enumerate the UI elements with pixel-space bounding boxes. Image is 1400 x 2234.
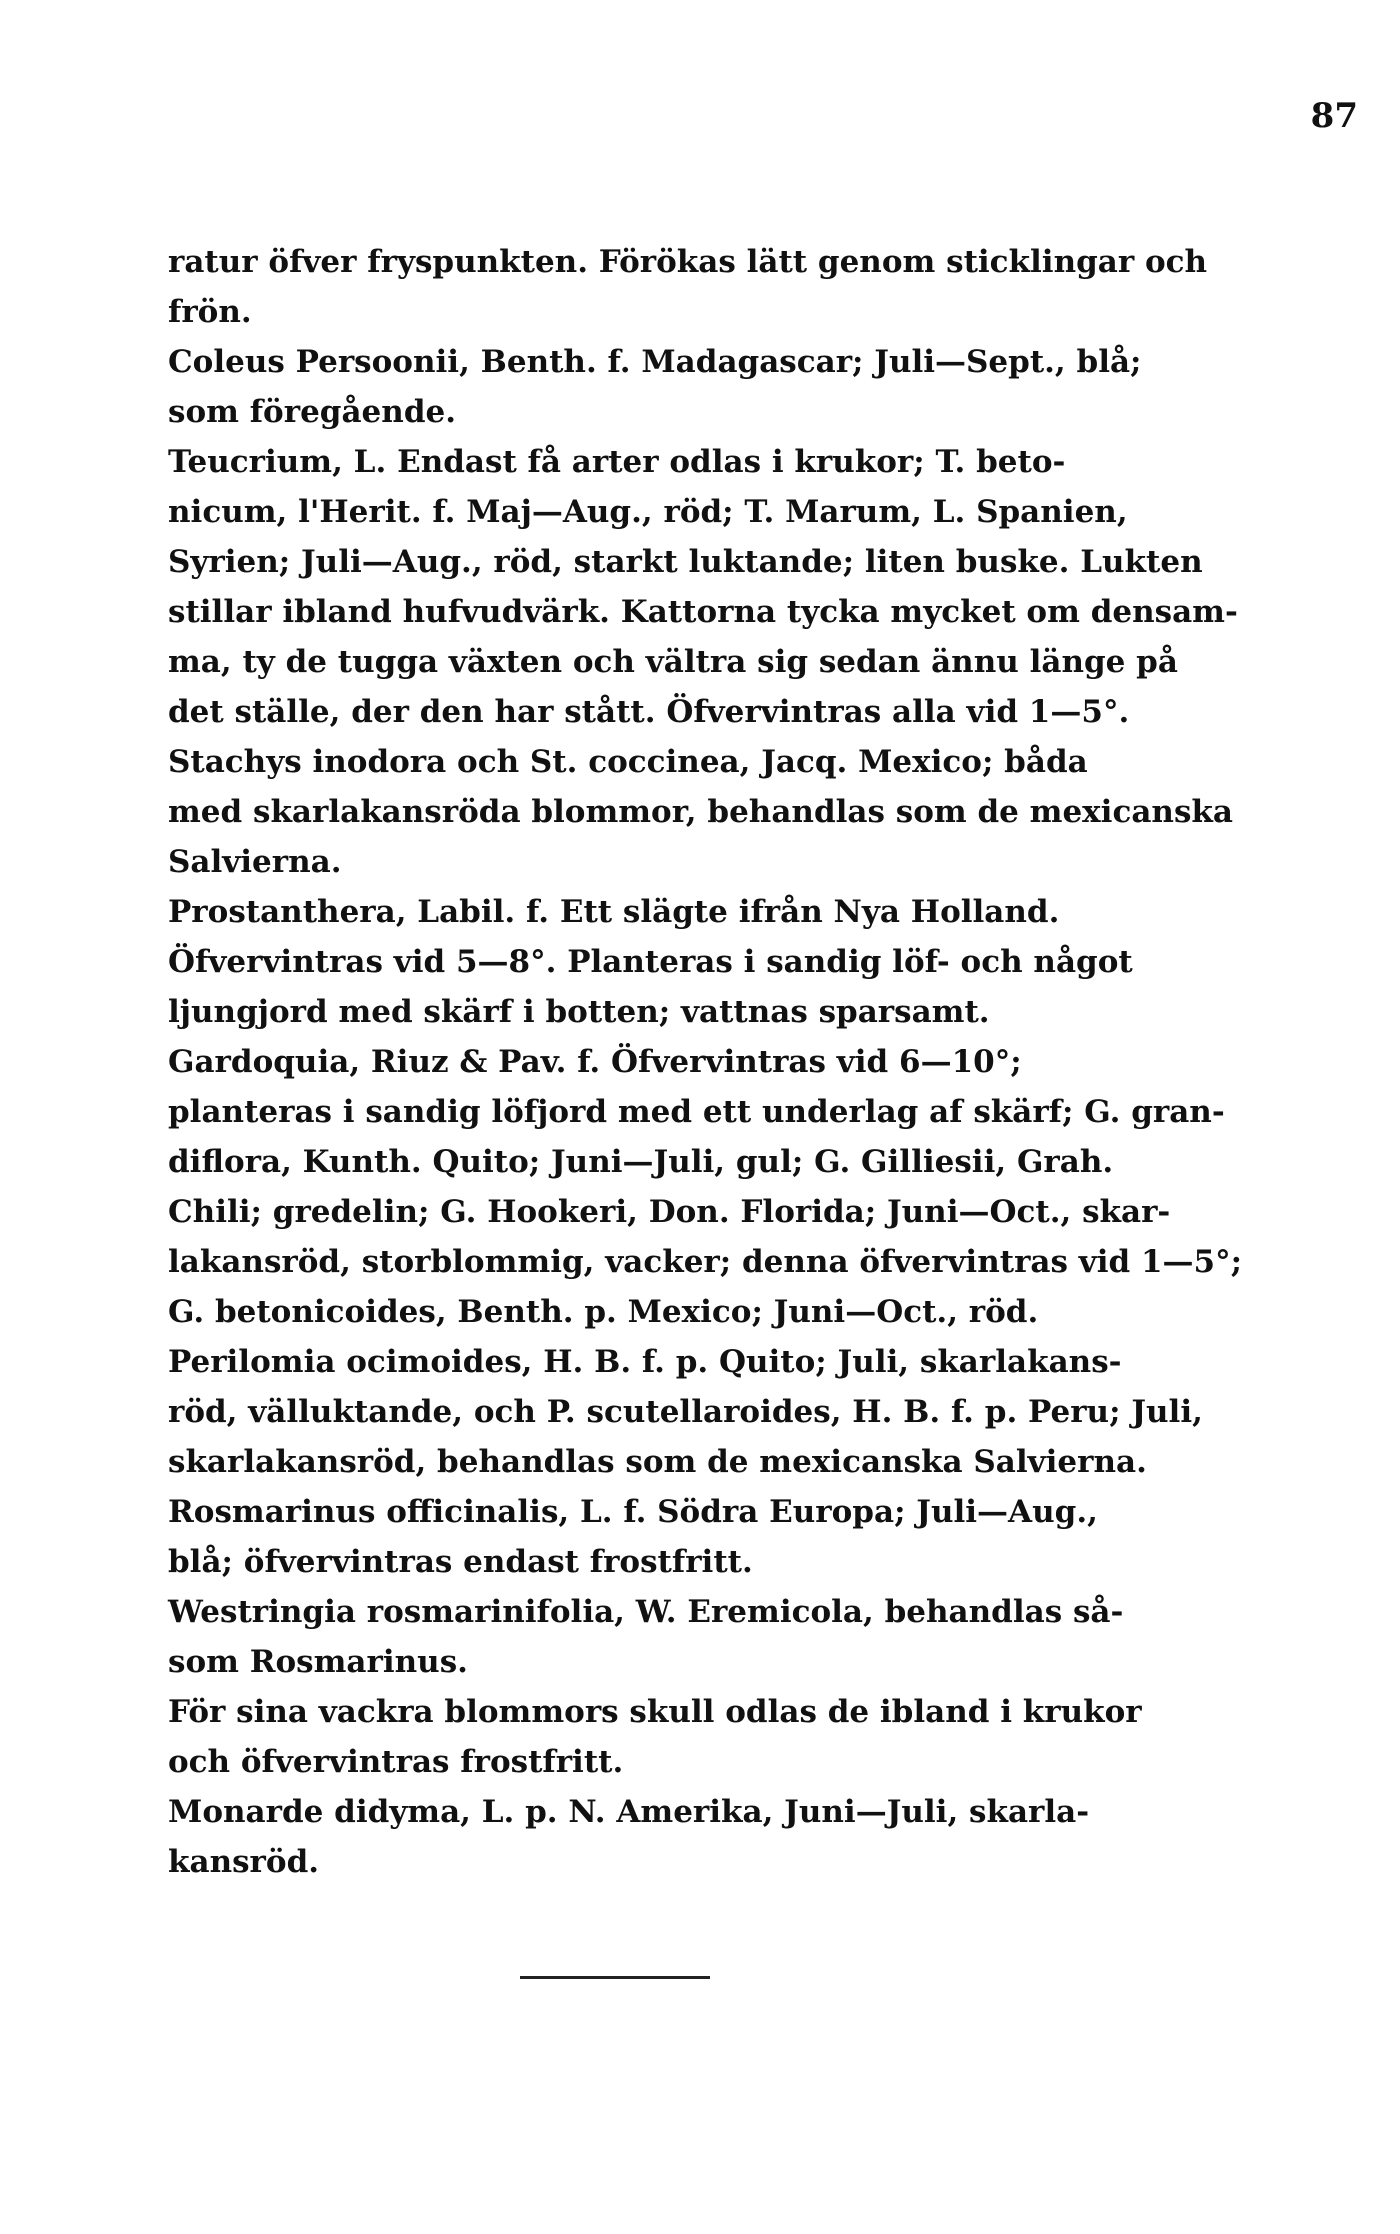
text-line-8: stillar ibland hufvudvärk. Kattorna tycka mycket om densam- — [168, 594, 1238, 630]
text-line-1: ratur öfver fryspunkten. Förökas lätt genom sticklingar och — [168, 244, 1208, 280]
text-line-13: Salvierna. — [168, 844, 342, 880]
text-line-4: som föregående. — [168, 394, 457, 430]
text-line-16: ljungjord med skärf i botten; vattnas sparsamt. — [168, 994, 990, 1030]
text-line-18: planteras i sandig löfjord med ett underlag af skärf; G. gran- — [168, 1094, 1225, 1130]
page-number: 87 — [1310, 96, 1358, 136]
text-line-29: som Rosmarinus. — [168, 1644, 468, 1680]
text-line-9: ma, ty de tugga växten och vältra sig sedan ännu länge på — [168, 644, 1178, 680]
text-line-21: lakansröd, storblommig, vacker; denna öfvervintras vid 1—5°; — [168, 1244, 1243, 1280]
text-line-11: Stachys inodora och St. coccinea, Jacq. Mexico; båda — [168, 744, 1088, 780]
text-line-30: För sina vackra blommors skull odlas de ibland i krukor — [168, 1694, 1142, 1730]
text-line-5: Teucrium, L. Endast få arter odlas i krukor; T. beto- — [168, 444, 1066, 480]
text-line-10: det ställe, der den har stått. Öfvervintras alla vid 1—5°. — [168, 694, 1130, 730]
text-line-22: G. betonicoides, Benth. p. Mexico; Juni—Oct., röd. — [168, 1294, 1039, 1330]
text-line-3: Coleus Persoonii, Benth. f. Madagascar; Juli—Sept., blå; — [168, 344, 1142, 380]
text-line-19: diflora, Kunth. Quito; Juni—Juli, gul; G. Gilliesii, Grah. — [168, 1144, 1114, 1180]
text-line-24: röd, välluktande, och P. scutellaroides, H. B. f. p. Peru; Juli, — [168, 1394, 1203, 1430]
text-line-2: frön. — [168, 294, 252, 330]
text-line-28: Westringia rosmarinifolia, W. Eremicola, behandlas så- — [168, 1594, 1124, 1630]
text-line-33: kansröd. — [168, 1844, 320, 1880]
text-line-31: och öfvervintras frostfritt. — [168, 1744, 624, 1780]
text-line-23: Perilomia ocimoides, H. B. f. p. Quito; Juli, skarlakans- — [168, 1344, 1122, 1380]
text-line-17: Gardoquia, Riuz & Pav. f. Öfvervintras vid 6—10°; — [168, 1044, 1022, 1080]
text-line-32: Monarde didyma, L. p. N. Amerika, Juni—Juli, skarla- — [168, 1794, 1090, 1830]
text-line-12: med skarlakansröda blommor, behandlas som de mexicanska — [168, 794, 1233, 830]
text-line-7: Syrien; Juli—Aug., röd, starkt luktande; liten buske. Lukten — [168, 544, 1203, 580]
end-rule — [520, 1976, 710, 1979]
body-text — [168, 237, 1243, 1887]
text-line-6: nicum, l'Herit. f. Maj—Aug., röd; T. Marum, L. Spanien, — [168, 494, 1128, 530]
text-line-25: skarlakansröd, behandlas som de mexicanska Salvierna. — [168, 1444, 1147, 1480]
text-line-26: Rosmarinus officinalis, L. f. Södra Europa; Juli—Aug., — [168, 1494, 1098, 1530]
text-line-27: blå; öfvervintras endast frostfritt. — [168, 1544, 753, 1580]
text-line-15: Öfvervintras vid 5—8°. Planteras i sandig löf- och något — [168, 944, 1133, 980]
text-line-14: Prostanthera, Labil. f. Ett slägte ifrån Nya Holland. — [168, 894, 1060, 930]
text-line-20: Chili; gredelin; G. Hookeri, Don. Florida; Juni—Oct., skar- — [168, 1194, 1171, 1230]
